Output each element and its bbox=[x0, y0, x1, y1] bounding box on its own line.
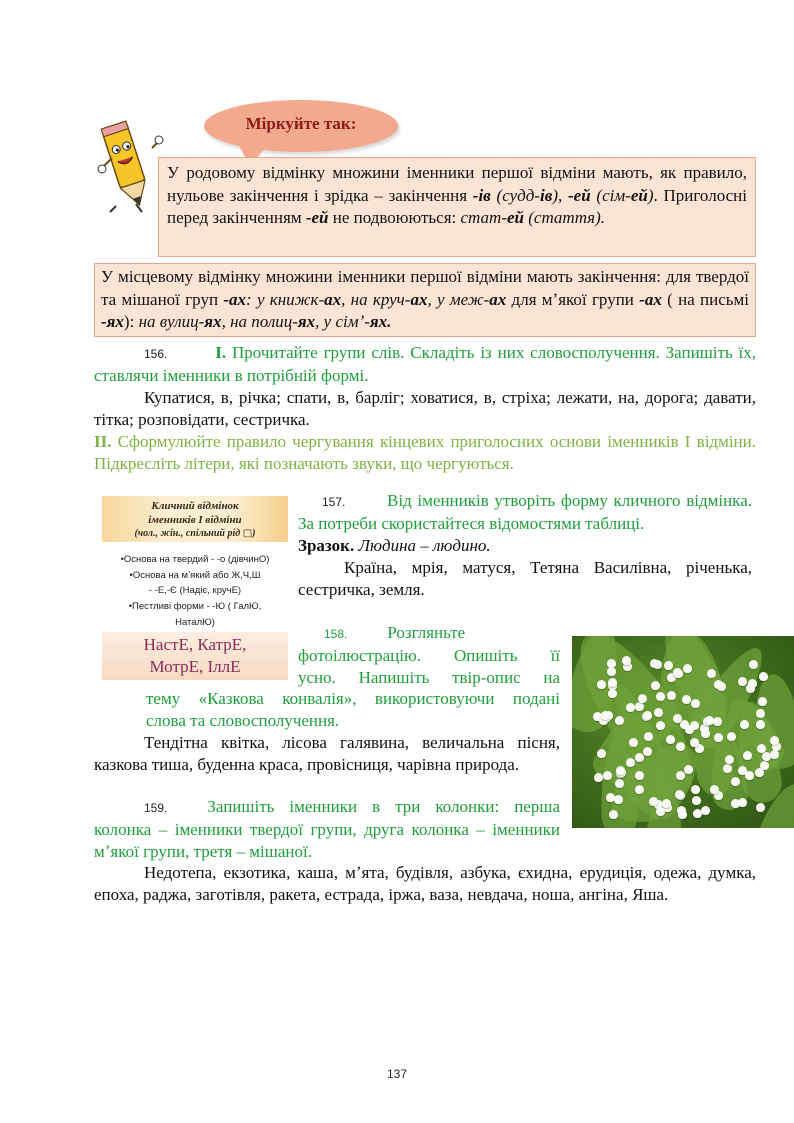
photo-flower-bell bbox=[644, 732, 653, 741]
photo-flower-bell bbox=[684, 765, 693, 774]
rule2-text: ( на письмі bbox=[661, 289, 750, 309]
photo-flower-bell bbox=[701, 729, 710, 738]
photo-flower-bell bbox=[756, 803, 765, 812]
photo-flower-bell bbox=[654, 708, 663, 717]
rule1-example: стат- bbox=[460, 208, 507, 227]
photo-flower-bell bbox=[629, 738, 638, 747]
rule1-text: У родовому відмінку множини іменники першої відміни мають, як правило, нульове закінчення і зрідка – закінчення bbox=[167, 163, 747, 205]
sample-text: Людина – людино. bbox=[354, 536, 491, 555]
exercise-158-task-cont bbox=[146, 688, 560, 732]
rule2-ending: ях bbox=[297, 312, 316, 331]
sample-label: Зразок. bbox=[298, 536, 355, 555]
photo-flower-bell bbox=[643, 711, 652, 720]
table-item: - -Е,-Є (Надіє, кручЕ) bbox=[148, 585, 242, 596]
photo-flower-bell bbox=[690, 738, 699, 747]
task-roman-2: ІІ. bbox=[94, 432, 112, 451]
rule2-ending: ях. bbox=[369, 312, 392, 331]
exercise-158-task-line: усно. Напишіть твір-опис на bbox=[298, 668, 560, 687]
rule2-example: , на круч- bbox=[341, 289, 411, 309]
exercise-158-task-line: фотоілюстрацію. Опишіть її bbox=[298, 646, 560, 665]
photo-flower-bell bbox=[638, 694, 647, 703]
rule2-example: на вулиц- bbox=[138, 312, 205, 331]
photo-flower-bell bbox=[603, 771, 612, 780]
exercise-number: 157. bbox=[322, 495, 346, 509]
photo-flower-bell bbox=[682, 695, 691, 704]
exercise-158-task bbox=[298, 622, 560, 689]
exercise-158-task-line: слова та словосполучення. bbox=[146, 711, 340, 730]
exercise-159-words: Недотепа, екзотика, каша, мʼята, будівля, азбука, єхидна, ерудиція, одежа, думка, епоха, раджа, заготівля, ракета, естрада, іржа, ваза, невдача, ноша, ангіна, Яша. bbox=[94, 863, 756, 904]
photo-flower-bell bbox=[731, 777, 740, 786]
rule2-example: , на полиц- bbox=[221, 312, 298, 331]
photo-flower-bell bbox=[745, 771, 754, 780]
rule1-example: (судд- bbox=[490, 185, 540, 205]
photo-flower-bell bbox=[692, 796, 701, 805]
photo-flower-bell bbox=[755, 768, 764, 777]
rule2-example: , у меж- bbox=[427, 289, 490, 309]
rule1-ending: -ів bbox=[472, 185, 491, 205]
exercise-156-task-1: Прочитайте групи слів. Складіть із них словосполучення. Запишіть їх, ставлячи іменники в потрібній формі. bbox=[94, 343, 757, 385]
photo-flower-bell bbox=[676, 771, 685, 780]
photo-flower-bell bbox=[635, 702, 644, 711]
table-example-names: НастЕ, КатрЕ, bbox=[143, 635, 247, 654]
rule-box-locative bbox=[94, 263, 756, 337]
photo-flower-bell bbox=[759, 672, 768, 681]
table-item: •Основа на мʼякий або Ж,Ч,Ш bbox=[129, 570, 261, 581]
photo-flower-bell bbox=[723, 764, 732, 773]
rule1-ending: ів bbox=[539, 185, 553, 205]
photo-flower-bell bbox=[656, 721, 665, 730]
rule1-ending: -ей bbox=[567, 185, 591, 205]
photo-flower-bell bbox=[607, 667, 616, 676]
exercise-159-task-text: Запишіть іменники в три колонки: перша колонка – іменники твердої групи, друга колонка – іменники мʼякої групи, третя – мішаної. bbox=[94, 797, 560, 861]
photo-flower-bell bbox=[725, 755, 734, 764]
photo-flower-bell bbox=[649, 797, 658, 806]
think-label: Міркуйте так: bbox=[245, 114, 357, 133]
table-item: •Пестливі форми - -Ю ( ГалЮ, bbox=[128, 601, 262, 612]
photo-flower-bell bbox=[615, 779, 624, 788]
exercise-157-words: Країна, мрія, матуся, Тетяна Василівна, річенька, сестричка, земля. bbox=[298, 558, 752, 599]
photo-flower-bell bbox=[656, 692, 665, 701]
exercise-159-task bbox=[94, 796, 560, 863]
table-note: (чол., жін., спільний рід ▢) bbox=[134, 528, 256, 539]
rule2-ending: ах bbox=[324, 289, 342, 309]
photo-flower-bell bbox=[667, 691, 676, 700]
exercise-number: 156. bbox=[144, 347, 168, 361]
photo-flower-bell bbox=[675, 790, 684, 799]
rule2-ending: ях bbox=[204, 312, 222, 331]
rule1-ending: ей bbox=[630, 185, 648, 205]
photo-flower-bell bbox=[743, 751, 752, 760]
table-item: •Основа на твердий - -о (дівчинО) bbox=[120, 554, 270, 565]
photo-flower-bell bbox=[635, 753, 644, 762]
rule2-ending: ах bbox=[489, 289, 507, 309]
vocative-case-table-image bbox=[102, 496, 288, 680]
rule1-ending: -ей bbox=[305, 208, 329, 227]
photo-flower-bell bbox=[608, 689, 617, 698]
photo-flower-bell bbox=[662, 799, 671, 808]
rule1-example: (сім- bbox=[590, 185, 631, 205]
photo-flower-bell bbox=[713, 717, 722, 726]
table-examples-banner bbox=[102, 632, 288, 680]
rule2-text: ): bbox=[123, 312, 139, 331]
exercise-156-task-2: Сформулюйте правило чергування кінцевих приголосних основи іменників І відміни. Підкресліть літери, які позначають звуки, що чергуються. bbox=[94, 432, 756, 473]
photo-flower-bell bbox=[676, 742, 685, 751]
exercise-156 bbox=[94, 342, 756, 475]
exercise-158-task-line: тему «Казкова конвалія», використовуючи подані bbox=[146, 689, 560, 708]
photo-flower-bell bbox=[601, 711, 610, 720]
rule2-example: , у сімʼ- bbox=[315, 312, 370, 331]
photo-flower-bell bbox=[635, 785, 644, 794]
photo-flower-bell bbox=[674, 669, 683, 678]
table-title: Кличний відмінок bbox=[151, 500, 239, 512]
rule2-ending: -ах bbox=[223, 289, 247, 309]
photo-flower-bell bbox=[597, 680, 606, 689]
table-example-names: МотрЕ, ІллЕ bbox=[149, 657, 241, 676]
photo-flower-bell bbox=[710, 785, 719, 794]
photo-flower-bell bbox=[651, 681, 660, 690]
exercise-number: 159. bbox=[144, 801, 168, 815]
photo-flower-bell bbox=[701, 806, 710, 815]
exercise-158-words: Тендітна квітка, лісова галявина, величальна пісня, казкова тиша, буденна краса, провісниця, чарівна природа. bbox=[94, 733, 560, 774]
photo-flower-bell bbox=[685, 725, 694, 734]
page-number: 137 bbox=[386, 1067, 408, 1081]
rule-box-genitive: У родовому відмінку множини іменники першої відміни мають, як правило, нульове закінчення і зрідка – закінчення -ів (судд-ів), -ей (сім-ей). Приголосні перед закінченням -ей не подвоюються: стат-ей (стаття). bbox=[158, 157, 756, 257]
exercise-158-task-line: Розгляньте bbox=[387, 623, 466, 642]
rule2-ending: ах bbox=[410, 289, 428, 309]
rule2-ending: -ах bbox=[639, 289, 662, 309]
rule2-ending: -ях bbox=[101, 312, 124, 331]
task-roman-1: І. bbox=[215, 343, 227, 362]
exercise-157 bbox=[298, 490, 752, 601]
photo-flower-bell bbox=[608, 678, 617, 687]
table-header-banner bbox=[102, 496, 288, 542]
table-item: НаталЮ) bbox=[175, 617, 215, 628]
photo-flower-bell bbox=[705, 716, 714, 725]
photo-flower-bell bbox=[609, 810, 618, 819]
photo-flower-bell bbox=[678, 810, 687, 819]
exercise-157-task: Від іменників утворіть форму кличного відмінка. За потреби скористайтеся відомостями таблиці. bbox=[298, 491, 752, 533]
rule2-example: : у книжк- bbox=[246, 289, 325, 309]
exercise-number: 158. bbox=[324, 627, 348, 641]
photo-flower-bell bbox=[594, 773, 603, 782]
photo-flower-bell bbox=[643, 747, 652, 756]
lily-of-the-valley-photo bbox=[572, 636, 794, 828]
photo-flower-bell bbox=[664, 661, 673, 670]
photo-flower-bell bbox=[635, 771, 644, 780]
photo-flower-bell bbox=[717, 682, 726, 691]
photo-flower-bell bbox=[746, 684, 755, 693]
pencil-mascot-illustration bbox=[96, 118, 164, 214]
photo-flower-bell bbox=[758, 697, 767, 706]
exercise-156-words: Купатися, в, річка; спати, в, барліг; ховатися, в, стріха; лежати, на, дорога; давати, тітка; розповідати, сестричка. bbox=[94, 388, 756, 429]
photo-flower-bell bbox=[616, 766, 625, 775]
photo-flower-bell bbox=[756, 720, 765, 729]
photo-flower-bell bbox=[691, 785, 700, 794]
table-subtitle: іменників І відміни bbox=[148, 514, 242, 526]
photo-flower-bell bbox=[626, 758, 635, 767]
rule1-ending: ей bbox=[506, 208, 524, 227]
rule2-text: У місцевому відмінку множини іменники першої відміни мають закінчення: для твердої та мішаної груп bbox=[101, 267, 749, 309]
photo-flower-bell bbox=[770, 736, 779, 745]
rule2-text: для мʼякої групи bbox=[506, 289, 640, 309]
